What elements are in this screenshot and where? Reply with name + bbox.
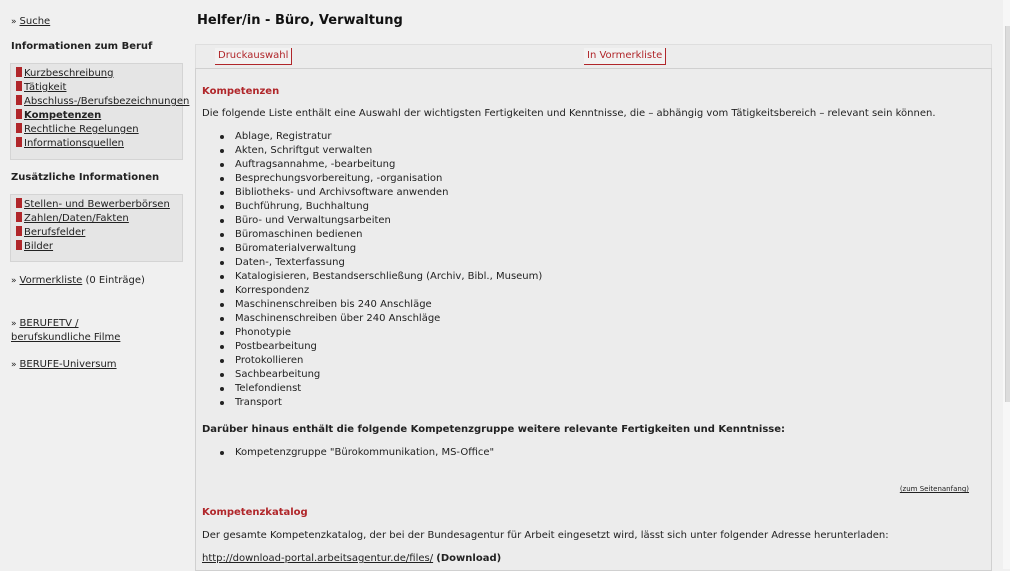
list-item: Besprechungsvorbereitung, -organisation [215,172,542,186]
list-item: Büromaterialverwaltung [215,242,542,256]
search-link-row [11,16,50,27]
sidebar-item-kurzbeschreibung[interactable]: Kurzbeschreibung [11,67,182,81]
add-to-bookmark-list-button[interactable]: In Vormerkliste [584,48,666,65]
berufetv-link-line2[interactable]: berufskundliche Filme [11,332,121,343]
list-item: Akten, Schriftgut verwalten [215,144,542,158]
download-url-link[interactable]: http://download-portal.arbeitsagentur.de/files/ [202,553,434,564]
berufetv-row [11,317,120,345]
berufe-universum-link[interactable]: BERUFE-Universum [19,359,117,370]
list-item: Maschinenschreiben bis 240 Anschläge [215,298,542,312]
list-item: Transport [215,396,542,410]
sidebar-item-zahlen-daten-fakten[interactable]: Zahlen/Daten/Fakten [11,212,182,226]
arrow-right-icon: » [11,360,17,370]
sidebar-item-rechtliche-regelungen[interactable]: Rechtliche Regelungen [11,123,182,137]
section-heading-zusaetzlich: Zusätzliche Informationen [11,172,160,183]
sidebar [0,0,190,569]
content-toolbar [195,44,992,69]
group-intro: Darüber hinaus enthält die folgende Kompetenzgruppe weitere relevante Fertigkeiten und Kenntnisse: [202,424,786,435]
red-marker-icon [16,212,22,222]
list-item: Bibliotheks- und Archivsoftware anwenden [215,186,542,200]
download-row [202,553,501,564]
sidebar-item-bilder[interactable]: Bilder [11,240,182,254]
search-link[interactable]: Suche [19,16,51,27]
list-item: Büromaschinen bedienen [215,228,542,242]
red-marker-icon [16,123,22,133]
list-item: Buchführung, Buchhaltung [215,200,542,214]
list-item: Auftragsannahme, -bearbeitung [215,158,542,172]
section-heading-kompetenzen: Kompetenzen [202,86,280,97]
red-marker-icon [16,198,22,208]
red-marker-icon [16,226,22,236]
list-item: Kompetenzgruppe "Bürokommunikation, MS-Office" [215,446,494,460]
download-label: (Download) [436,553,502,564]
list-item: Maschinenschreiben über 240 Anschläge [215,312,542,326]
sidebar-item-informationsquellen[interactable]: Informationsquellen [11,137,182,151]
list-item: Sachbearbeitung [215,368,542,382]
red-marker-icon [16,137,22,147]
intro-text: Die folgende Liste enthält eine Auswahl der wichtigsten Fertigkeiten und Kenntnisse, die – abhängig vom Tätigkeitsbereich – relevant sein können. [202,108,936,119]
content-panel [195,68,992,571]
list-item: Korrespondenz [215,284,542,298]
list-item: Postbearbeitung [215,340,542,354]
sidebar-item-taetigkeit[interactable]: Tätigkeit [11,81,182,95]
arrow-right-icon: » [11,17,17,27]
vormerkliste-row [11,275,145,286]
list-item: Protokollieren [215,354,542,368]
list-item: Büro- und Verwaltungsarbeiten [215,214,542,228]
group-list [215,446,494,460]
section-heading-kompetenzkatalog: Kompetenzkatalog [202,507,308,518]
universum-row [11,359,117,370]
sidebar-item-berufsfelder[interactable]: Berufsfelder [11,226,182,240]
red-marker-icon [16,81,22,91]
list-item: Ablage, Registratur [215,130,542,144]
arrow-right-icon: » [11,276,17,286]
back-to-top-link[interactable]: (zum Seitenanfang) [899,485,969,493]
list-item: Phonotypie [215,326,542,340]
sidebar-item-stellenboersen[interactable]: Stellen- und Bewerberbörsen [11,198,182,212]
list-item: Telefondienst [215,382,542,396]
list-item: Katalogisieren, Bestandserschließung (Archiv, Bibl., Museum) [215,270,542,284]
red-marker-icon [16,109,22,119]
sidebar-item-abschluss[interactable]: Abschluss-/Berufsbezeichnungen [11,95,182,109]
red-marker-icon [16,95,22,105]
zusatz-nav-box [10,194,183,262]
sidebar-item-kompetenzen[interactable]: Kompetenzen [11,109,182,123]
print-selection-button[interactable]: Druckauswahl [215,48,292,65]
catalog-text: Der gesamte Kompetenzkatalog, der bei der Bundesagentur für Arbeit eingesetzt wird, lässt sich unter folgender Adresse herunterladen: [202,530,889,541]
page-title: Helfer/in - Büro, Verwaltung [197,13,403,28]
beruf-nav-box [10,63,190,160]
berufetv-link[interactable]: BERUFETV / [19,318,79,329]
red-marker-icon [16,67,22,77]
section-heading-beruf: Informationen zum Beruf [11,41,153,52]
scrollbar-thumb[interactable] [1005,26,1010,402]
arrow-right-icon: » [11,319,17,329]
vormerkliste-link[interactable]: Vormerkliste [19,275,83,286]
skills-list [215,130,542,410]
red-marker-icon [16,240,22,250]
list-item: Daten-, Texterfassung [215,256,542,270]
vormerkliste-count: (0 Einträge) [85,275,145,286]
